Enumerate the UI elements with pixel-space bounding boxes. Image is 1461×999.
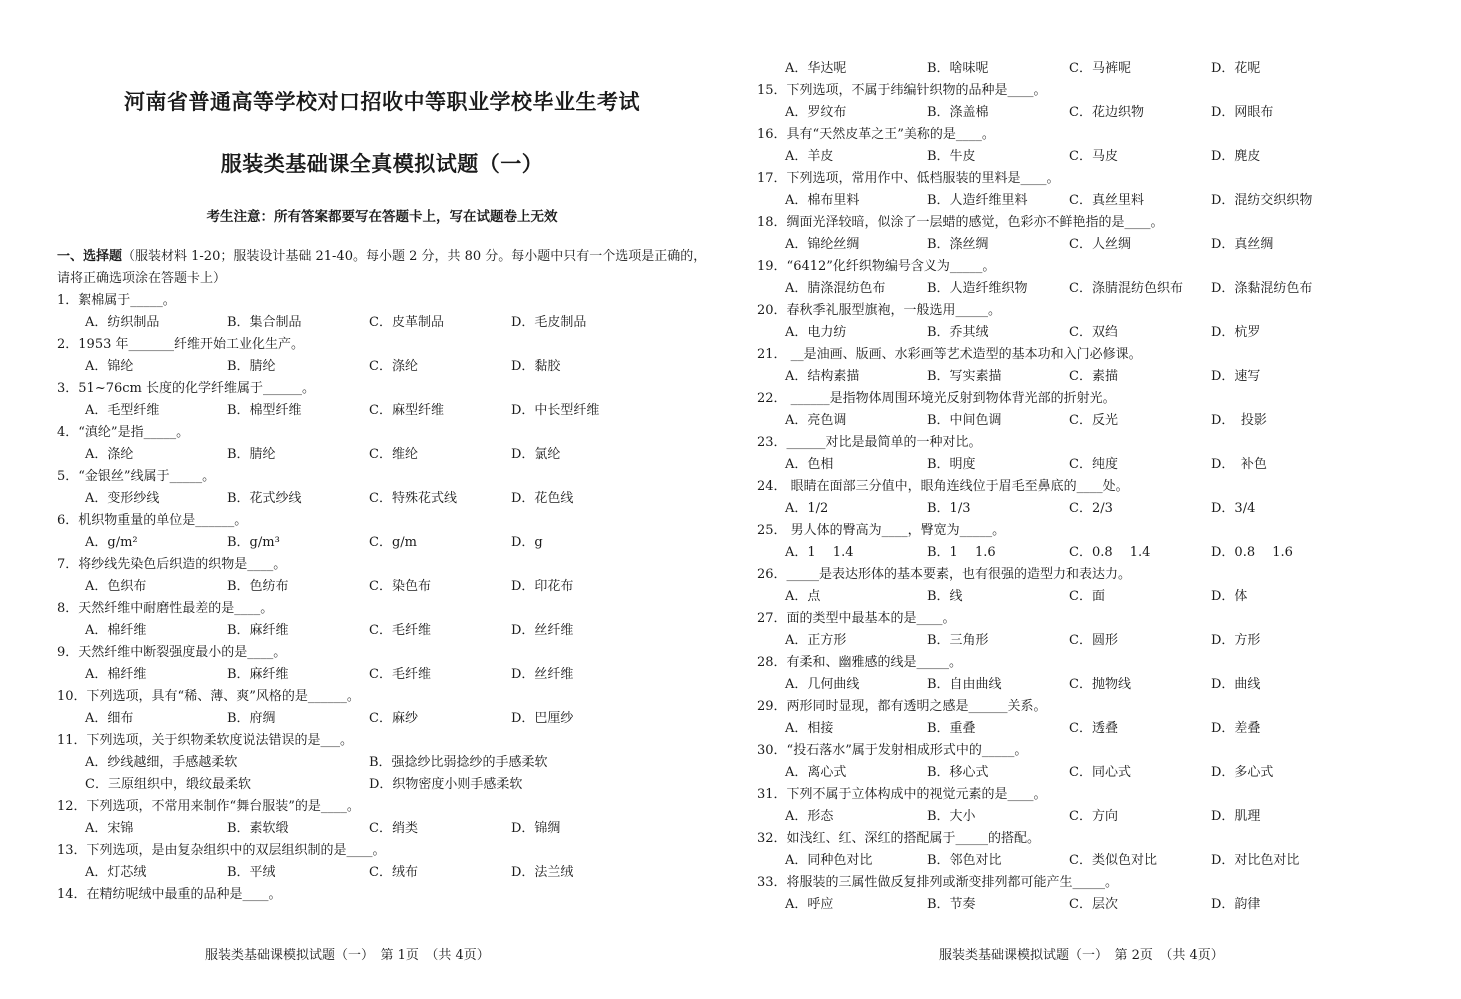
question-stem: 13．下列选项，是由复杂组织中的双层组织制的是____。 <box>57 843 386 858</box>
option-a: A．形态 <box>785 809 834 824</box>
option-d: D．肌理 <box>1211 809 1261 824</box>
option-a: A．棉纤维 <box>85 623 147 638</box>
option-c: C．绡类 <box>369 821 418 836</box>
option-b: B．g/m³ <box>227 535 280 550</box>
page-footer: 服装类基础课模拟试题（一） 第 1页 （共 4页） <box>205 948 490 963</box>
option-a: A．变形纱线 <box>85 491 160 506</box>
option-c: C．毛纤维 <box>369 623 431 638</box>
option-b: B．强捻纱比弱捻纱的手感柔软 <box>369 755 548 770</box>
option-d: D．麂皮 <box>1211 149 1261 164</box>
question-stem: 7．将纱线先染色后织造的织物是____。 <box>57 557 287 572</box>
option-a: A．宋锦 <box>85 821 134 836</box>
section-label: 一、选择题 <box>57 249 123 264</box>
question-stem: 29．两形同时显现，都有透明之感是______关系。 <box>757 699 1047 714</box>
option-c: C．特殊花式线 <box>369 491 457 506</box>
question-stem: 21． __是油画、版画、水彩画等艺术造型的基本功和入门必修课。 <box>757 347 1142 362</box>
option-c: C．三原组织中，缎纹最柔软 <box>85 777 251 792</box>
question-stem: 12．下列选项，不常用来制作“舞台服装”的是____。 <box>57 799 360 814</box>
option-c: C．同心式 <box>1069 765 1131 780</box>
option-a: A．离心式 <box>785 765 847 780</box>
option-c: C．反光 <box>1069 413 1118 428</box>
question-stem: 28．有柔和、幽雅感的线是_____。 <box>757 655 963 670</box>
option-b: B．乔其绒 <box>927 325 989 340</box>
option-c: C．2/3 <box>1069 501 1113 516</box>
question-stem: 15．下列选项，不属于纬编针织物的品种是____。 <box>757 83 1047 98</box>
option-d: D．毛皮制品 <box>511 315 587 330</box>
option-d: D．法兰绒 <box>511 865 574 880</box>
option-a: A．亮色调 <box>785 413 847 428</box>
option-a: A．棉布里料 <box>785 193 860 208</box>
exam-title: 河南省普通高等学校对口招收中等职业学校毕业生考试 <box>124 89 640 114</box>
option-a: A．1 1.4 <box>785 545 854 560</box>
question-stem: 24． 眼睛在面部三分值中，眼角连线位于眉毛至鼻底的____处。 <box>757 479 1129 494</box>
option-c: C．方向 <box>1069 809 1118 824</box>
option-d: D． 投影 <box>1211 413 1267 428</box>
option-a: A．结构素描 <box>785 369 860 384</box>
question-stem: 23．______对比是最简单的一种对比。 <box>757 435 982 450</box>
page-footer: 服装类基础课模拟试题（一） 第 2页 （共 4页） <box>939 948 1224 963</box>
option-c: C．类似色对比 <box>1069 853 1157 868</box>
option-c: C．马裤呢 <box>1069 61 1131 76</box>
option-c: C．素描 <box>1069 369 1118 384</box>
section-description: （服装材料 1-20；服装设计基础 21-40。每小题 2 分，共 80 分。每小题中只有一个选项是正确的，请将正确选项涂在答题卡上） <box>57 249 707 286</box>
option-c: C．维纶 <box>369 447 418 462</box>
option-d: D．真丝绸 <box>1211 237 1274 252</box>
question-stem: 5．“金银丝”线属于_____。 <box>57 469 216 484</box>
question-stem: 27．面的类型中最基本的是____。 <box>757 611 956 626</box>
option-c: C．皮革制品 <box>369 315 444 330</box>
option-a: A．纺织制品 <box>85 315 160 330</box>
option-c: C．0.8 1.4 <box>1069 545 1151 560</box>
option-a: A．点 <box>785 589 821 604</box>
option-d: D．韵律 <box>1211 897 1261 912</box>
option-d: D．印花布 <box>511 579 574 594</box>
option-d: D．0.8 1.6 <box>1211 545 1293 560</box>
option-b: B．涤盖棉 <box>927 105 989 120</box>
option-d: D．中长型纤维 <box>511 403 600 418</box>
question-stem: 8．天然纤维中耐磨性最差的是____。 <box>57 601 274 616</box>
option-b: B．棉型纤维 <box>227 403 302 418</box>
option-c: C．涤纶 <box>369 359 418 374</box>
option-c: C．人丝绸 <box>1069 237 1131 252</box>
option-d: D．网眼布 <box>1211 105 1274 120</box>
option-b: B．邻色对比 <box>927 853 1002 868</box>
option-c: C．马皮 <box>1069 149 1118 164</box>
option-b: B．中间色调 <box>927 413 1002 428</box>
option-b: B．写实素描 <box>927 369 1002 384</box>
option-c: C．染色布 <box>369 579 431 594</box>
option-a: A．腈涤混纺色布 <box>785 281 886 296</box>
option-b: B．腈纶 <box>227 447 276 462</box>
question-stem: 19．“6412”化纤织物编号含义为_____。 <box>757 259 996 274</box>
question-stem: 32．如浅红、红、深红的搭配属于_____的搭配。 <box>757 831 1041 846</box>
option-a: A．电力纺 <box>785 325 847 340</box>
question-stem: 14．在精纺呢绒中最重的品种是____。 <box>57 887 282 902</box>
option-c: C．层次 <box>1069 897 1118 912</box>
option-b: B．麻纤维 <box>227 623 289 638</box>
option-d: D．3/4 <box>1211 501 1256 516</box>
option-b: B．人造纤维里料 <box>927 193 1028 208</box>
option-a: A．棉纤维 <box>85 667 147 682</box>
option-d: D．g <box>511 535 543 550</box>
question-stem: 33．将服装的三属性做反复排列或渐变排列都可能产生_____。 <box>757 875 1119 890</box>
option-c: C．透叠 <box>1069 721 1118 736</box>
option-a: A．锦纶 <box>85 359 134 374</box>
section-heading <box>57 246 707 290</box>
option-b: B．人造纤维织物 <box>927 281 1028 296</box>
option-a: A．正方形 <box>785 633 847 648</box>
option-c: C．花边织物 <box>1069 105 1144 120</box>
option-d: D．丝纤维 <box>511 667 574 682</box>
option-a: A．细布 <box>85 711 134 726</box>
option-c: C．双绉 <box>1069 325 1118 340</box>
option-a: A．同种色对比 <box>785 853 873 868</box>
option-a: A．色相 <box>785 457 834 472</box>
option-b: B．大小 <box>927 809 976 824</box>
option-b: B．重叠 <box>927 721 976 736</box>
option-d: D．差叠 <box>1211 721 1261 736</box>
question-stem: 9．天然纤维中断裂强度最小的是____。 <box>57 645 287 660</box>
option-d: D．混纺交织织物 <box>1211 193 1313 208</box>
option-b: B．线 <box>927 589 963 604</box>
option-c: C．g/m <box>369 535 417 550</box>
option-c: C．真丝里料 <box>1069 193 1144 208</box>
option-a: A．相接 <box>785 721 834 736</box>
option-d: D．体 <box>1211 589 1248 604</box>
option-a: A．涤纶 <box>85 447 134 462</box>
option-d: D．对比色对比 <box>1211 853 1300 868</box>
option-b: B．明度 <box>927 457 976 472</box>
exam-subtitle: 服装类基础课全真模拟试题（一） <box>220 151 544 176</box>
option-a: A．毛型纤维 <box>85 403 160 418</box>
question-stem: 4．“滇纶”是指_____。 <box>57 425 190 440</box>
option-a: A．几何曲线 <box>785 677 860 692</box>
question-stem: 16．具有“天然皮革之王”美称的是____。 <box>757 127 995 142</box>
option-c: C．麻型纤维 <box>369 403 444 418</box>
question-stem: 26．_____是表达形体的基本要素，也有很强的造型力和表达力。 <box>757 567 1132 582</box>
question-stem: 30．“投石落水”属于发射相成形式中的_____。 <box>757 743 1028 758</box>
option-b: B．1/3 <box>927 501 971 516</box>
option-b: B．集合制品 <box>227 315 302 330</box>
option-b: B．涤丝绸 <box>927 237 989 252</box>
option-a: A．罗纹布 <box>785 105 847 120</box>
question-stem: 25． 男人体的臀高为____，臀宽为_____。 <box>757 523 1006 538</box>
option-a: A．羊皮 <box>785 149 834 164</box>
option-a: A．锦纶丝绸 <box>785 237 860 252</box>
question-stem: 22． ______是指物体周围环境光反射到物体背光部的折射光。 <box>757 391 1116 406</box>
option-c: C．圆形 <box>1069 633 1118 648</box>
option-d: D．多心式 <box>1211 765 1274 780</box>
option-a: A．1/2 <box>785 501 829 516</box>
exam-notice: 考生注意：所有答案都要写在答题卡上，写在试题卷上无效 <box>206 209 558 225</box>
question-stem: 3．51~76cm 长度的化学纤维属于______。 <box>57 381 315 396</box>
option-b: B．花式纱线 <box>227 491 302 506</box>
question-stem: 17．下列选项，常用作中、低档服装的里料是____。 <box>757 171 1060 186</box>
option-d: D．花色线 <box>511 491 574 506</box>
option-a: A．g/m² <box>85 535 138 550</box>
question-stem: 10．下列选项，具有“稀、薄、爽”风格的是______。 <box>57 689 360 704</box>
option-d: D．方形 <box>1211 633 1261 648</box>
option-d: D．巴厘纱 <box>511 711 574 726</box>
question-stem: 1．絮棉属于_____。 <box>57 293 176 308</box>
option-d: D．涤黏混纺色布 <box>1211 281 1313 296</box>
question-stem: 20．春秋季礼服型旗袍，一般选用_____。 <box>757 303 1002 318</box>
option-d: D．黏胶 <box>511 359 561 374</box>
option-d: D．锦绸 <box>511 821 561 836</box>
option-b: B．自由曲线 <box>927 677 1002 692</box>
option-a: A．呼应 <box>785 897 834 912</box>
option-a: A．色织布 <box>85 579 147 594</box>
option-d: D．氯纶 <box>511 447 561 462</box>
option-d: D． 补色 <box>1211 457 1267 472</box>
option-d: D．杭罗 <box>1211 325 1261 340</box>
option-b: B．1 1.6 <box>927 545 996 560</box>
option-b: B．麻纤维 <box>227 667 289 682</box>
option-d: D．丝纤维 <box>511 623 574 638</box>
option-d: D．曲线 <box>1211 677 1261 692</box>
option-b: B．移心式 <box>927 765 989 780</box>
option-a: A．灯芯绒 <box>85 865 147 880</box>
option-b: B．素软缎 <box>227 821 289 836</box>
question-stem: 18．绸面光泽较暗，似涂了一层蜡的感觉，色彩亦不鲜艳指的是____。 <box>757 215 1164 230</box>
option-c: C．纯度 <box>1069 457 1118 472</box>
question-stem: 6．机织物重量的单位是______。 <box>57 513 248 528</box>
option-c: C．涤腈混纺色织布 <box>1069 281 1183 296</box>
option-b: B．啥味呢 <box>927 61 989 76</box>
option-c: C．毛纤维 <box>369 667 431 682</box>
option-c: C．面 <box>1069 589 1105 604</box>
option-b: B．府绸 <box>227 711 276 726</box>
option-d: D．花呢 <box>1211 61 1261 76</box>
option-b: B．牛皮 <box>927 149 976 164</box>
option-b: B．节奏 <box>927 897 976 912</box>
option-a: A．纱线越细，手感越柔软 <box>85 755 238 770</box>
option-b: B．三角形 <box>927 633 989 648</box>
option-b: B．腈纶 <box>227 359 276 374</box>
question-stem: 11．下列选项，关于织物柔软度说法错误的是___。 <box>57 733 354 748</box>
option-d: D．速写 <box>1211 369 1261 384</box>
question-stem: 31．下列不属于立体构成中的视觉元素的是____。 <box>757 787 1047 802</box>
option-c: C．抛物线 <box>1069 677 1131 692</box>
question-stem: 2．1953 年_______纤维开始工业化生产。 <box>57 337 304 352</box>
option-b: B．平绒 <box>227 865 276 880</box>
option-b: B．色纺布 <box>227 579 289 594</box>
option-a: A．华达呢 <box>785 61 847 76</box>
option-d: D．织物密度小则手感柔软 <box>369 777 523 792</box>
option-c: C．麻纱 <box>369 711 418 726</box>
option-c: C．绒布 <box>369 865 418 880</box>
